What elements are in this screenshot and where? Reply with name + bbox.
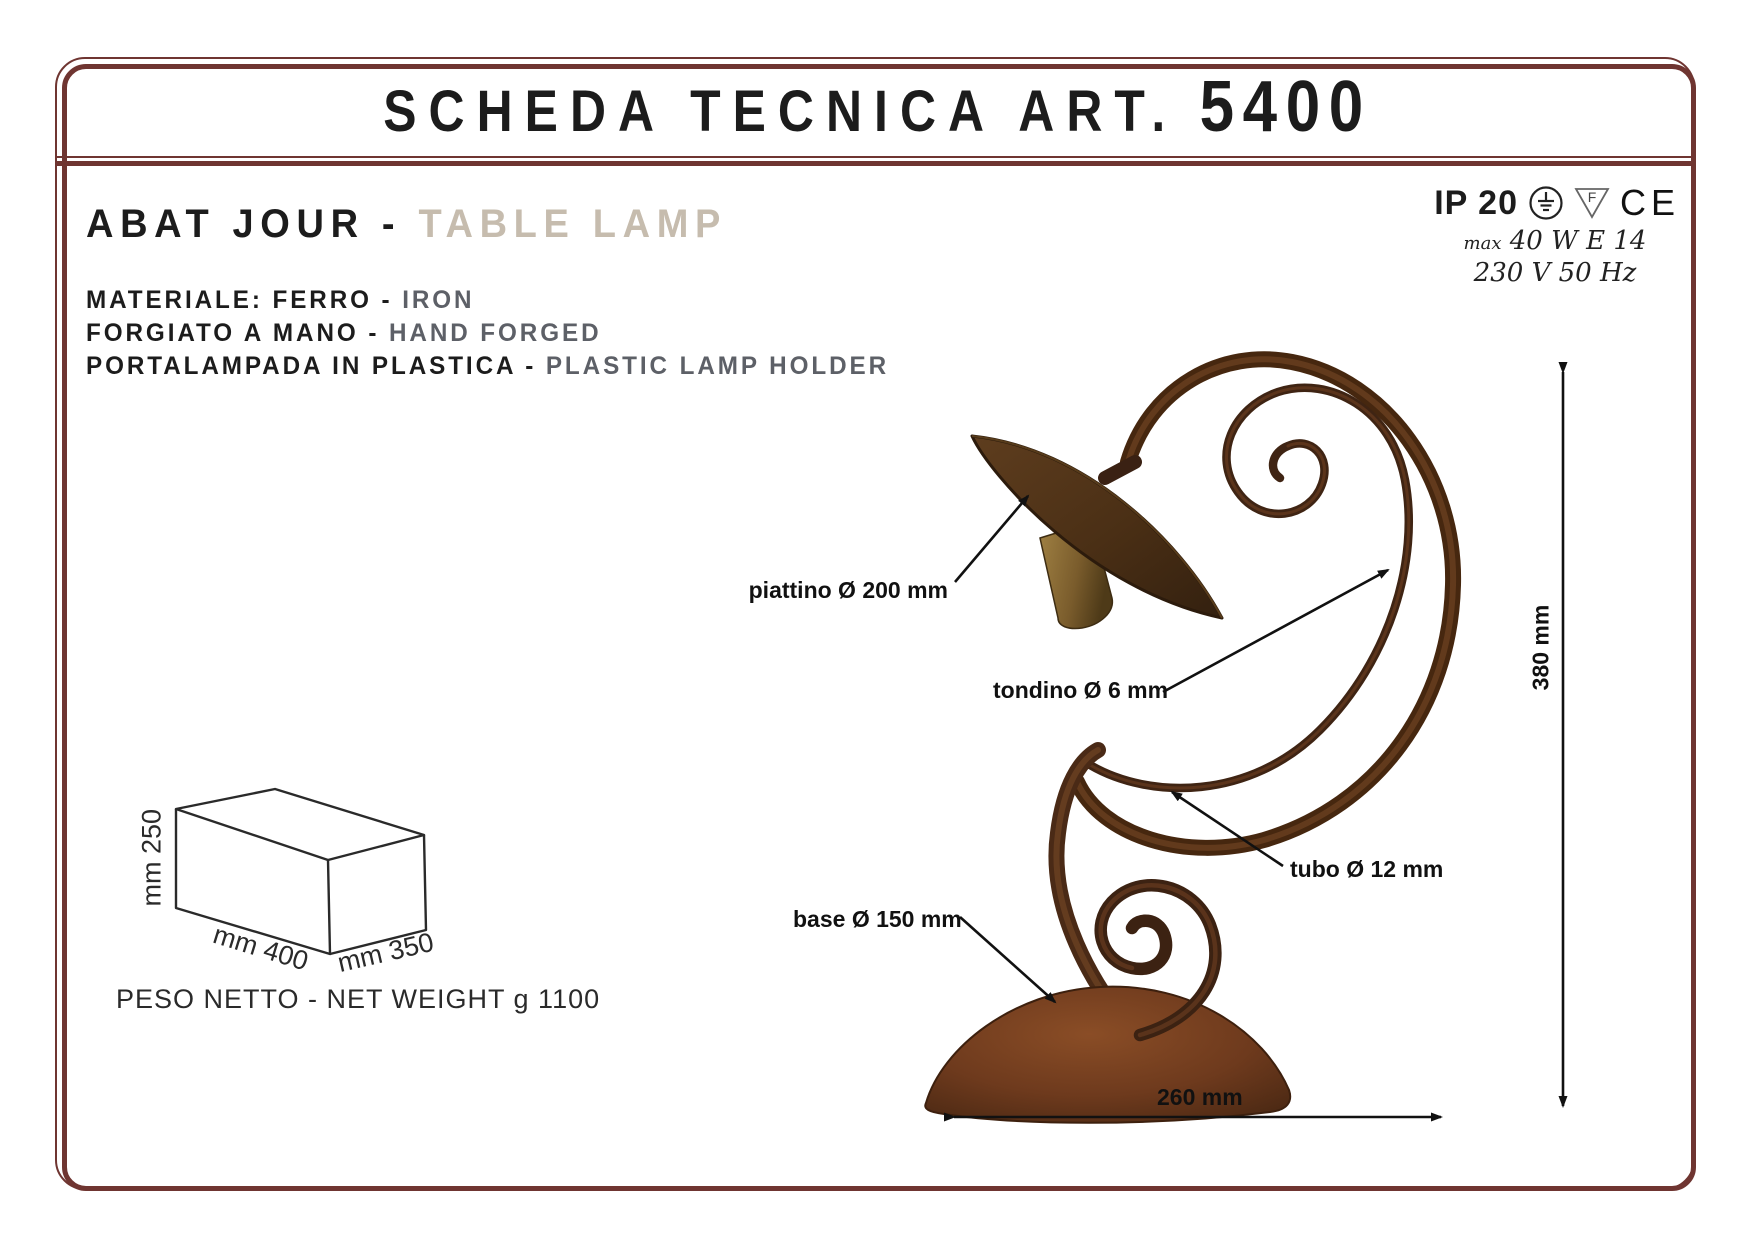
spec-holder-it: PORTALAMPADA IN PLASTICA — [86, 352, 516, 380]
spec-material-en: IRON — [402, 286, 475, 314]
ce-mark: CE — [1619, 182, 1680, 223]
label-tubo: tubo Ø 12 mm — [1290, 856, 1444, 882]
label-height-dimension: 380 mm — [1527, 604, 1554, 691]
label-box-height: mm 250 — [136, 808, 167, 907]
label-box-length: mm 400 — [209, 919, 312, 977]
product-name-sep: - — [381, 202, 402, 246]
title-article-number: 5400 — [1199, 67, 1372, 147]
product-name-en: TABLE LAMP — [418, 202, 728, 246]
f-symbol-letter: F — [1587, 189, 1597, 205]
spec-holder-en: PLASTIC LAMP HOLDER — [545, 352, 889, 380]
spec-forged-en: HAND FORGED — [388, 319, 602, 347]
net-weight: PESO NETTO - NET WEIGHT g 1100 — [116, 984, 601, 1014]
power-value: 40 W E 14 — [1509, 226, 1647, 256]
label-piattino: piattino Ø 200 mm — [748, 577, 948, 603]
spec-forged-it: FORGIATO A MANO — [86, 319, 359, 347]
label-box-depth: mm 350 — [334, 926, 437, 978]
spec-material-sep: - — [381, 286, 393, 314]
spec-holder-sep: - — [525, 352, 537, 380]
label-width-dimension: 260 mm — [1157, 1084, 1243, 1110]
power-prefix: max — [1463, 233, 1502, 254]
product-name-it: ABAT JOUR — [86, 202, 365, 246]
label-base: base Ø 150 mm — [793, 906, 962, 932]
spec-material-it: MATERIALE: FERRO — [86, 286, 372, 314]
spec-forged-sep: - — [368, 319, 380, 347]
voltage-rating: 230 V 50 Hz — [1473, 258, 1637, 288]
table-lamp-photo — [925, 359, 1453, 1123]
packaging-box-diagram — [176, 789, 426, 954]
ip-rating: IP 20 — [1434, 183, 1518, 222]
title-text: SCHEDA TECNICA ART. — [383, 79, 1178, 144]
label-tondino: tondino Ø 6 mm — [993, 677, 1169, 703]
